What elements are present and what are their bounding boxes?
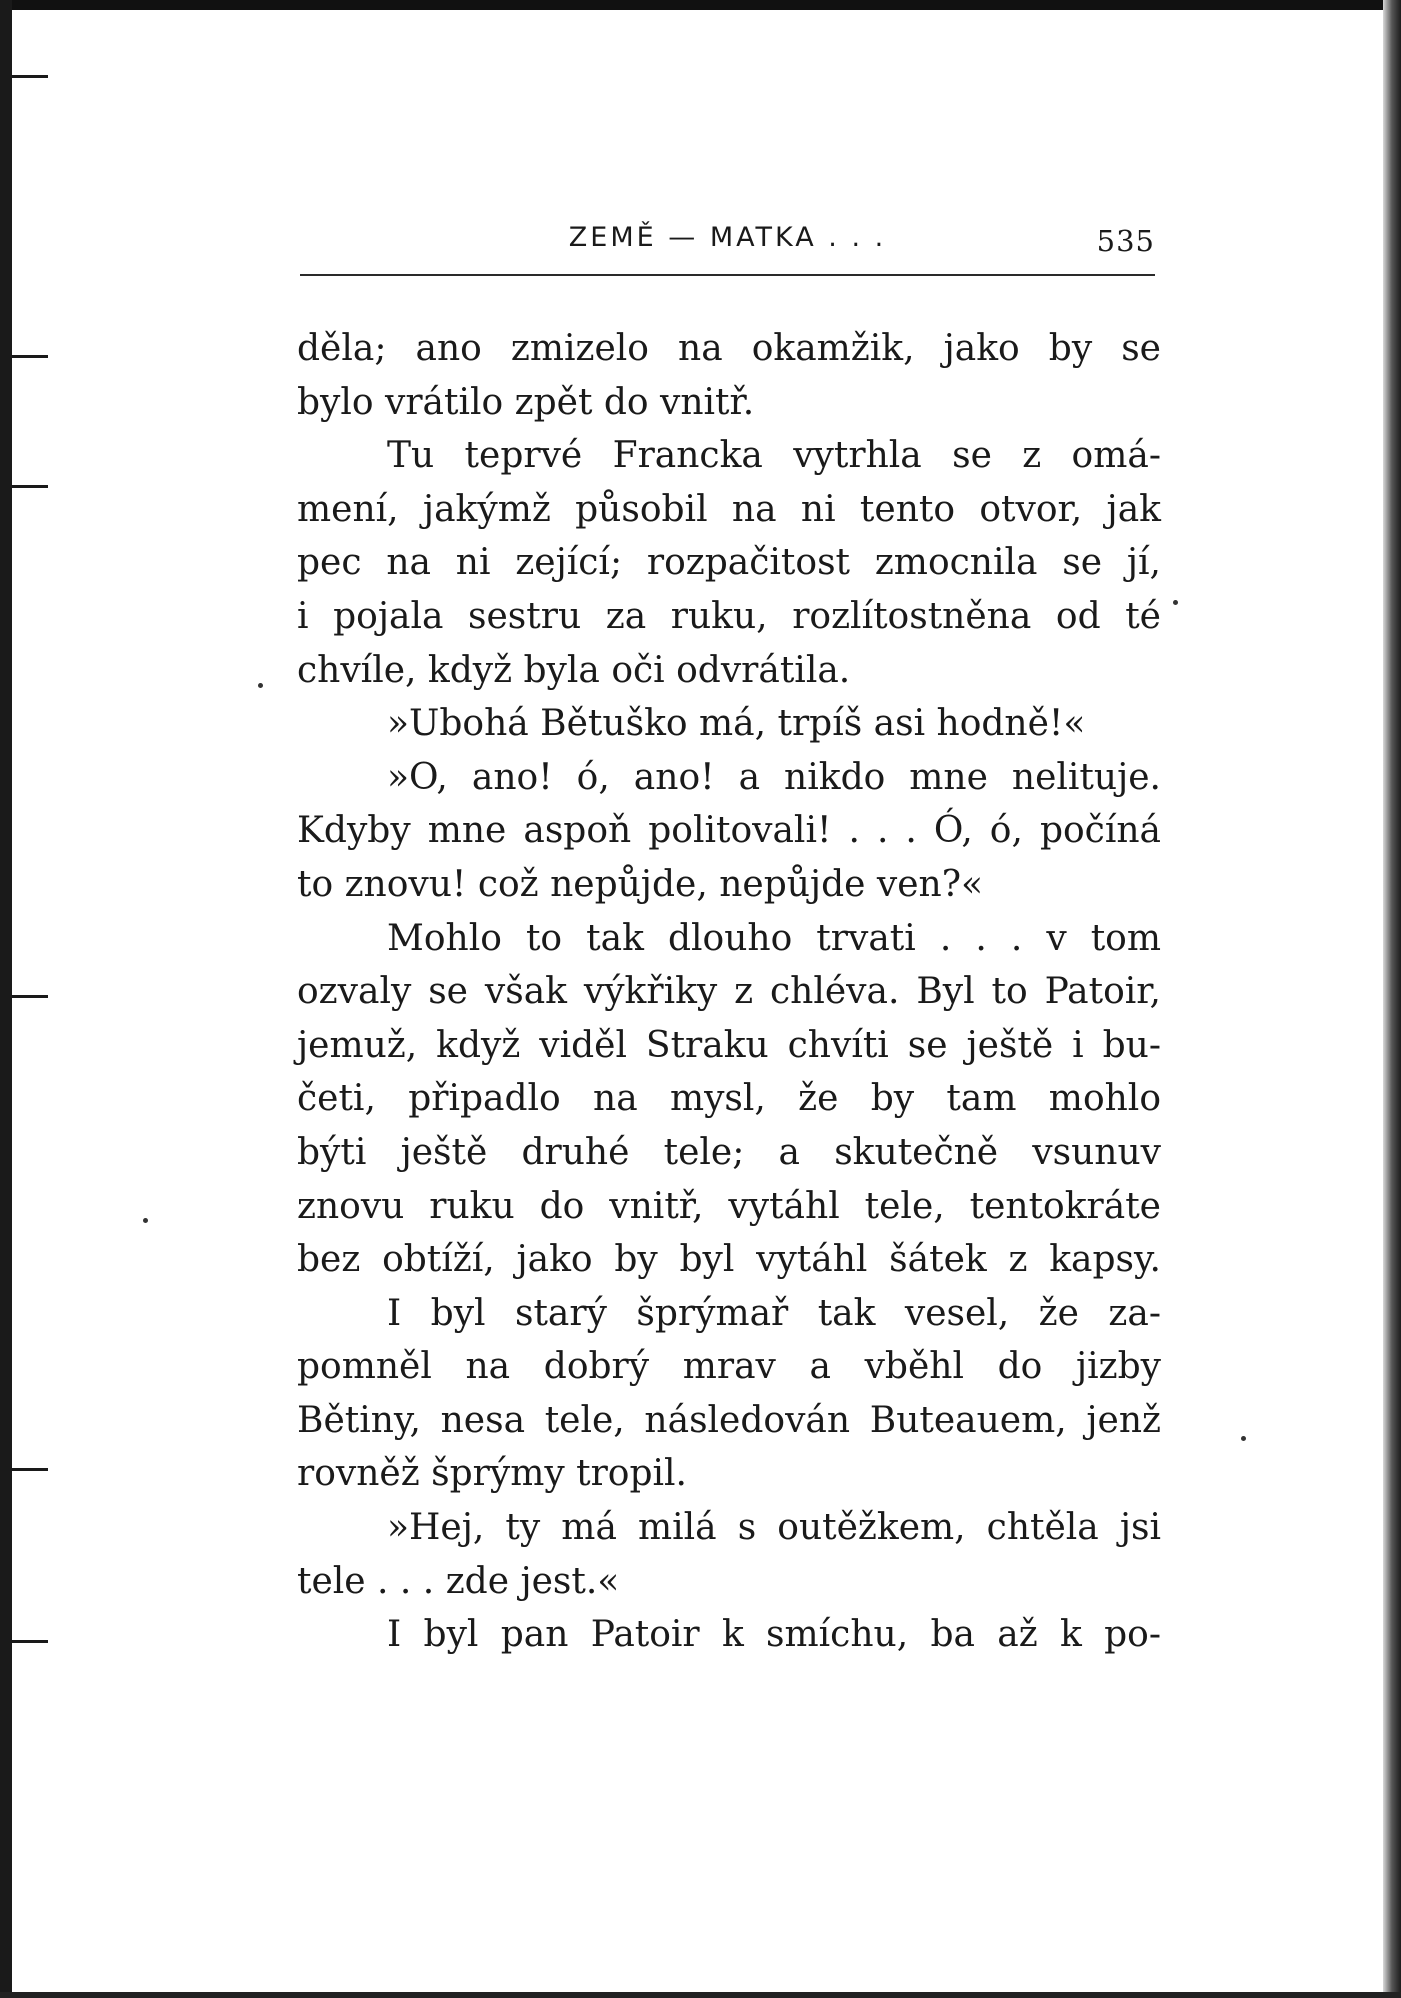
text-line: ozvaly se však výkřiky z chléva. Byl to Patoir, [297,971,1161,1013]
body-text [297,322,1161,1662]
scan-border-left [0,0,12,1998]
text-line: Mohlo to tak dlouho trvati . . . v tom [387,917,1161,959]
text-line: I byl starý šprýmař tak vesel, že za- [387,1292,1161,1334]
text-line: Tu teprvé Francka vytrhla se z omá- [387,435,1161,477]
scan-border-right [1383,0,1401,1998]
text-line: I byl pan Patoir k smíchu, ba až k po- [387,1614,1161,1656]
text-line: »Hej, ty má milá s outěžkem, chtěla jsi [387,1507,1161,1549]
text-line: rovněž šprýmy tropil. [297,1453,687,1495]
text-line: to znovu! což nepůjde, nepůjde ven?« [297,863,984,905]
text-line: chvíle, když byla oči odvrátila. [297,649,851,691]
text-line: četi, připadlo na mysl, že by tam mohlo [297,1078,1161,1120]
ink-speck [258,683,263,688]
text-line: pomněl na dobrý mrav a vběhl do jizby [297,1346,1161,1388]
binding-stitch-mark [10,485,48,488]
running-title: ZEMĚ — MATKA . . . [568,222,887,253]
binding-stitch-mark [10,995,48,998]
binding-stitch-mark [10,355,48,358]
text-line: »Ubohá Bětuško má, trpíš asi hodně!« [387,703,1086,745]
text-line: mení, jakýmž působil na ni tento otvor, jak [297,488,1161,530]
running-head [300,222,1155,278]
text-line: Bětiny, nesa tele, následován Buteauem, jenž [297,1399,1161,1441]
page-number: 535 [1096,224,1155,258]
text-line: znovu ruku do vnitř, vytáhl tele, tentokráte [297,1185,1161,1227]
ink-speck [1241,1436,1246,1441]
text-line: děla; ano zmizelo na okamžik, jako by se [297,328,1161,369]
text-line: býti ještě druhé tele; a skutečně vsunuv [297,1131,1161,1173]
text-line: i pojala sestru za ruku, rozlítostněna od té [297,595,1161,637]
text-line: »O, ano! ó, ano! a nikdo mne nelituje. [387,756,1161,798]
binding-stitch-mark [10,1468,48,1471]
header-rule [300,274,1155,276]
scan-border-bottom [0,1992,1401,1998]
binding-stitch-mark [10,1640,48,1643]
text-line: Kdyby mne aspoň politovali! . . . Ó, ó, počíná [297,810,1161,852]
scan-border-top [0,0,1401,10]
ink-speck [143,1218,148,1223]
text-line: bez obtíží, jako by byl vytáhl šátek z kapsy. [297,1239,1161,1281]
text-line: jemuž, když viděl Straku chvíti se ještě i bu- [297,1024,1161,1066]
text-line: pec na ni zející; rozpačitost zmocnila se jí, [297,542,1161,584]
ink-speck [1173,600,1178,605]
text-line: tele . . . zde jest.« [297,1560,620,1602]
binding-stitch-mark [10,75,48,78]
text-line: bylo vrátilo zpět do vnitř. [297,381,755,423]
